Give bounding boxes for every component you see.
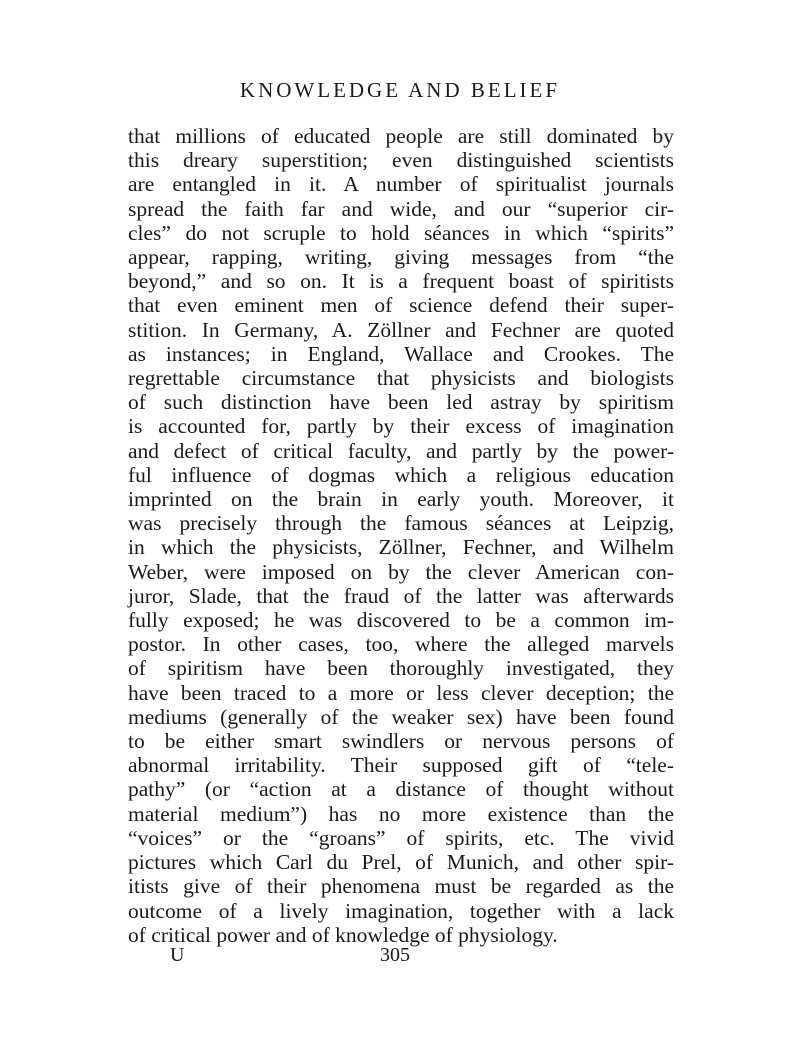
text-line: is accounted for, partly by their excess of imagination xyxy=(128,414,674,439)
text-line: was precisely through the famous séances at Leipzig, xyxy=(128,511,674,536)
text-line: that millions of educated people are still dominated by xyxy=(128,124,674,148)
text-line: regrettable circumstance that physicists and biologists xyxy=(128,366,674,391)
text-line: pathy” (or “action at a distance of thought without xyxy=(128,777,674,802)
text-line: appear, rapping, writing, giving messages from “the xyxy=(128,245,674,270)
text-line: spread the faith far and wide, and our “superior cir- xyxy=(128,196,674,221)
text-line: of critical power and of knowledge of physiology. xyxy=(128,922,558,947)
body-paragraph xyxy=(128,124,674,947)
signature-mark: U xyxy=(170,944,185,966)
text-line: imprinted on the brain in early youth. Moreover, it xyxy=(128,487,674,512)
text-line: ful influence of dogmas which a religious education xyxy=(128,462,674,487)
page-number: 305 xyxy=(380,944,410,966)
text-line: cles” do not scruple to hold séances in which “spirits” xyxy=(128,220,674,245)
page-footer xyxy=(0,944,800,974)
text-line: fully exposed; he was discovered to be a common im- xyxy=(128,608,674,633)
text-line: “voices” or the “groans” of spirits, etc. The vivid xyxy=(128,825,674,850)
text-line: and defect of critical faculty, and partly by the power- xyxy=(128,438,674,463)
text-line: pictures which Carl du Prel, of Munich, and other spir- xyxy=(128,850,674,875)
text-line: postor. In other cases, too, where the alleged marvels xyxy=(128,632,674,657)
text-line: in which the physicists, Zöllner, Fechner, and Wilhelm xyxy=(128,535,674,560)
text-line: have been traced to a more or less clever deception; the xyxy=(128,680,674,705)
text-line: are entangled in it. A number of spiritualist journals xyxy=(128,172,674,197)
text-line: abnormal irritability. Their supposed gift of “tele- xyxy=(128,753,674,778)
text-line: material medium”) has no more existence than the xyxy=(128,801,674,826)
text-line: juror, Slade, that the fraud of the latter was afterwards xyxy=(128,583,674,608)
text-line: as instances; in England, Wallace and Crookes. The xyxy=(128,341,674,366)
text-line: mediums (generally of the weaker sex) have been found xyxy=(128,704,674,729)
text-line: of spiritism have been thoroughly investigated, they xyxy=(128,656,674,681)
text-line: itists give of their phenomena must be regarded as the xyxy=(128,874,674,899)
running-head: KNOWLEDGE AND BELIEF xyxy=(239,78,561,102)
text-line: of such distinction have been led astray by spiritism xyxy=(128,390,674,415)
text-line: that even eminent men of science defend their super- xyxy=(128,293,674,318)
text-line: this dreary superstition; even distinguished scientists xyxy=(128,148,674,173)
text-line: beyond,” and so on. It is a frequent boast of spiritists xyxy=(128,269,674,294)
text-line: Weber, were imposed on by the clever American con- xyxy=(128,559,674,584)
text-line: to be either smart swindlers or nervous persons of xyxy=(128,729,674,754)
text-line: stition. In Germany, A. Zöllner and Fechner are quoted xyxy=(128,317,674,342)
text-line: outcome of a lively imagination, together with a lack xyxy=(128,898,674,923)
